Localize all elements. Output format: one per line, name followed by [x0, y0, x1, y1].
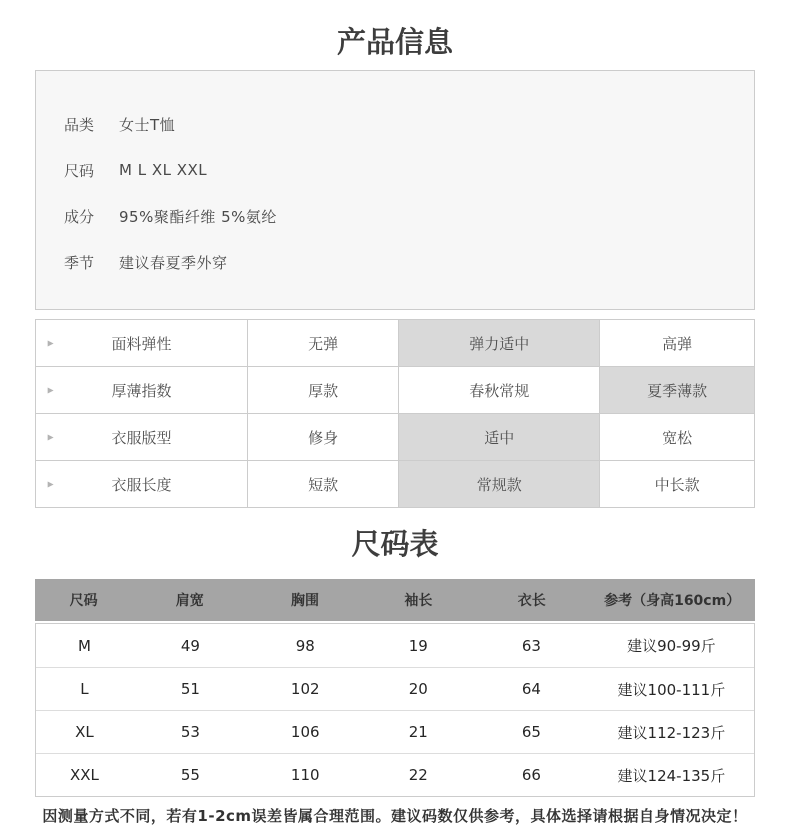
size-table-cell: XL: [75, 723, 94, 741]
size-table-header-cell: 参考（身高160cm）: [604, 593, 741, 609]
attributes-table: [35, 319, 755, 508]
size-table-header-cell: 胸围: [290, 593, 319, 609]
product-info-label: 尺码: [64, 161, 95, 180]
product-info-row: [64, 101, 754, 147]
attribute-option: 高弹: [600, 320, 755, 367]
attribute-label-cell: [36, 320, 248, 367]
size-table-cell: 66: [521, 766, 541, 784]
attribute-label: 衣服长度: [111, 475, 172, 494]
attribute-option: 厚款: [248, 367, 399, 414]
size-table-body: [35, 623, 755, 797]
size-table-cell: 建议100-111斤: [617, 680, 726, 699]
page-title: 产品信息: [336, 25, 453, 59]
product-info-row: [64, 147, 754, 193]
size-table-row: [36, 753, 754, 796]
product-info-row: [64, 193, 754, 239]
size-table-header-cell: 肩宽: [175, 593, 204, 609]
attribute-label-cell: [36, 461, 248, 508]
attribute-option: 宽松: [600, 414, 755, 461]
size-table-header-cell: 衣长: [517, 593, 546, 609]
size-table-cell: 55: [180, 766, 200, 784]
size-table-row: [36, 710, 754, 753]
size-table-cell: 64: [521, 680, 541, 698]
size-table-row: [36, 624, 754, 667]
size-table-cell: L: [80, 680, 89, 698]
size-table-cell: 22: [408, 766, 428, 784]
triangle-right-icon: ▶: [47, 385, 54, 395]
size-table-cell: 21: [408, 723, 428, 741]
product-info-label: 成分: [64, 207, 95, 226]
product-info-value: 女士T恤: [119, 115, 176, 134]
size-table-cell: 102: [290, 680, 320, 698]
product-info-value: 95%聚酯纤维 5%氨纶: [119, 207, 277, 226]
attribute-option: 修身: [248, 414, 399, 461]
attribute-option: 中长款: [600, 461, 755, 508]
size-table-cell: 63: [521, 636, 541, 655]
size-table-cell: 建议124-135斤: [617, 766, 726, 785]
size-table-header-cell: 尺码: [69, 593, 98, 609]
attribute-row: [36, 320, 755, 367]
size-table-cell: XXL: [70, 766, 99, 784]
size-chart-title: 尺码表: [351, 527, 439, 561]
size-table-cell: 65: [521, 723, 541, 741]
product-info-label: 季节: [64, 253, 95, 272]
attribute-row: [36, 414, 755, 461]
size-table-cell: 51: [180, 680, 200, 698]
attribute-label-cell: [36, 414, 248, 461]
attribute-label: 面料弹性: [111, 334, 172, 353]
triangle-right-icon: ▶: [47, 432, 54, 442]
attribute-option: 短款: [248, 461, 399, 508]
attribute-row: [36, 461, 755, 508]
size-table-cell: M: [77, 636, 91, 655]
size-table-cell: 110: [290, 766, 320, 784]
attribute-option-selected: 常规款: [399, 461, 600, 508]
size-table-row: [36, 667, 754, 710]
product-info-box: [35, 70, 755, 310]
attribute-row: [36, 367, 755, 414]
size-table-cell: 98: [295, 636, 315, 655]
product-info-value: M L XL XXL: [119, 161, 208, 179]
measurement-disclaimer: 因测量方式不同，若有1-2cm误差皆属合理范围。建议码数仅供参考，具体选择请根据自身情况决定！: [42, 807, 748, 825]
size-table-cell: 建议112-123斤: [617, 723, 726, 742]
attribute-label: 衣服版型: [111, 428, 172, 447]
size-table: [35, 579, 755, 797]
product-info-value: 建议春夏季外穿: [119, 253, 228, 272]
attribute-option-selected: 适中: [399, 414, 600, 461]
attribute-label-cell: [36, 367, 248, 414]
attribute-option: 无弹: [248, 320, 399, 367]
size-table-cell: 建议90-99斤: [627, 637, 716, 655]
attribute-label: 厚薄指数: [111, 381, 172, 400]
product-info-row: [64, 239, 754, 285]
product-info-label: 品类: [64, 115, 95, 134]
attribute-option-selected: 夏季薄款: [600, 367, 755, 414]
size-table-cell: 53: [180, 723, 200, 741]
size-table-cell: 19: [408, 636, 428, 655]
attribute-option: 春秋常规: [399, 367, 600, 414]
triangle-right-icon: ▶: [47, 479, 54, 489]
size-table-cell: 106: [290, 723, 320, 741]
size-table-header: [35, 579, 755, 621]
size-table-header-cell: 袖长: [404, 593, 433, 609]
triangle-right-icon: ▶: [47, 338, 54, 348]
size-table-cell: 20: [408, 680, 428, 698]
size-table-cell: 49: [180, 636, 200, 655]
attribute-option-selected: 弹力适中: [399, 320, 600, 367]
